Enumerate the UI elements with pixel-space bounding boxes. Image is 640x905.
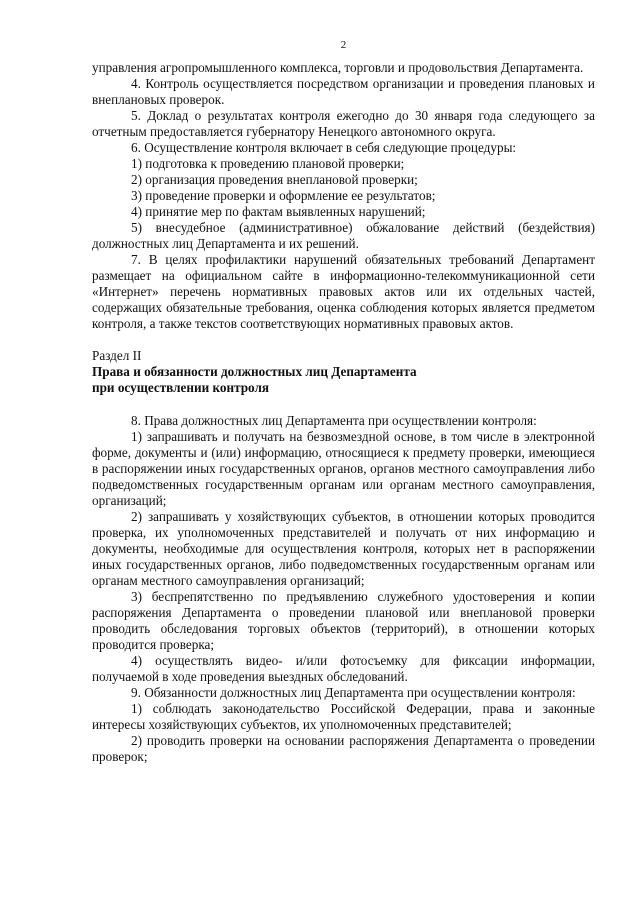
section-label: Раздел II bbox=[92, 348, 142, 363]
text-block-top bbox=[92, 60, 595, 332]
list-item-6-5: 5) внесудебное (административное) обжалование действий (бездействия) должностных лиц Департамента и их решений. bbox=[92, 220, 595, 251]
list-item-8-3: 3) беспрепятственно по предъявлению служебного удостоверения и копии распоряжения Департамента о проведении плановой или внеплановой проверки проводить обследования торговых объектов (территорий), в отношении которых проводится проверка; bbox=[92, 589, 595, 652]
paragraph-item-9: 9. Обязанности должностных лиц Департамента при осуществлении контроля: bbox=[131, 685, 576, 700]
paragraph-item-7: 7. В целях профилактики нарушений обязательных требований Департамент размещает на официальном сайте в информационно-телекоммуникационной сети «Интернет» перечень нормативных правовых актов или их отдельных частей, содержащих обязательные требования, оценка соблюдения которых является предметом контроля, а также текстов соответствующих нормативных правовых актов. bbox=[92, 252, 595, 331]
paragraph-item-4: 4. Контроль осуществляется посредством организации и проведения плановых и внеплановых проверок. bbox=[92, 76, 595, 107]
list-item-8-2: 2) запрашивать у хозяйствующих субъектов, в отношении которых проводится проверка, их уполномоченных представителей и получать от них информацию и документы, необходимые для осуществления контроля, которых нет в распоряжении иных государственных органов, либо подведомственных государственным органам или органам местного самоуправления организаций; bbox=[92, 509, 595, 588]
list-item-9-2: 2) проводить проверки на основании распоряжения Департамента о проведении проверок; bbox=[92, 733, 595, 764]
section-title-line-2: при осуществлении контроля bbox=[92, 380, 270, 395]
list-item-6-3: 3) проведение проверки и оформление ее результатов; bbox=[131, 188, 436, 203]
section-title-line-1: Права и обязанности должностных лиц Департамента bbox=[92, 364, 417, 379]
list-item-8-4: 4) осуществлять видео- и/или фотосъемку для фиксации информации, получаемой в ходе проведения выездных обследований. bbox=[92, 653, 595, 684]
list-item-8-1: 1) запрашивать и получать на безвозмездной основе, в том числе в электронной форме, документы и (или) информацию, относящиеся к предмету проверки, имеющиеся в распоряжении иных государственных органов, органов местного самоуправления либо подведомственных государственным органам или органам местного самоуправления, организаций; bbox=[92, 429, 595, 508]
spacer bbox=[92, 396, 595, 413]
paragraph-continuation: управления агропромышленного комплекса, торговли и продовольствия Департамента. bbox=[92, 60, 584, 75]
page-number: 2 bbox=[340, 39, 347, 51]
list-item-9-1: 1) соблюдать законодательство Российской Федерации, права и законные интересы хозяйствующих субъектов, их уполномоченных представителей; bbox=[92, 701, 595, 732]
paragraph-item-8: 8. Права должностных лиц Департамента при осуществлении контроля: bbox=[131, 413, 537, 428]
list-item-6-4: 4) принятие мер по фактам выявленных нарушений; bbox=[131, 204, 426, 219]
list-item-6-2: 2) организация проведения внеплановой проверки; bbox=[131, 172, 418, 187]
text-block-bottom bbox=[92, 413, 595, 765]
section-heading bbox=[92, 348, 595, 396]
paragraph-item-5: 5. Доклад о результатах контроля ежегодно до 30 января года следующего за отчетным предоставляется губернатору Ненецкого автономного округа. bbox=[92, 108, 595, 139]
paragraph-item-6: 6. Осуществление контроля включает в себя следующие процедуры: bbox=[131, 140, 517, 155]
list-item-6-1: 1) подготовка к проведению плановой проверки; bbox=[131, 156, 405, 171]
